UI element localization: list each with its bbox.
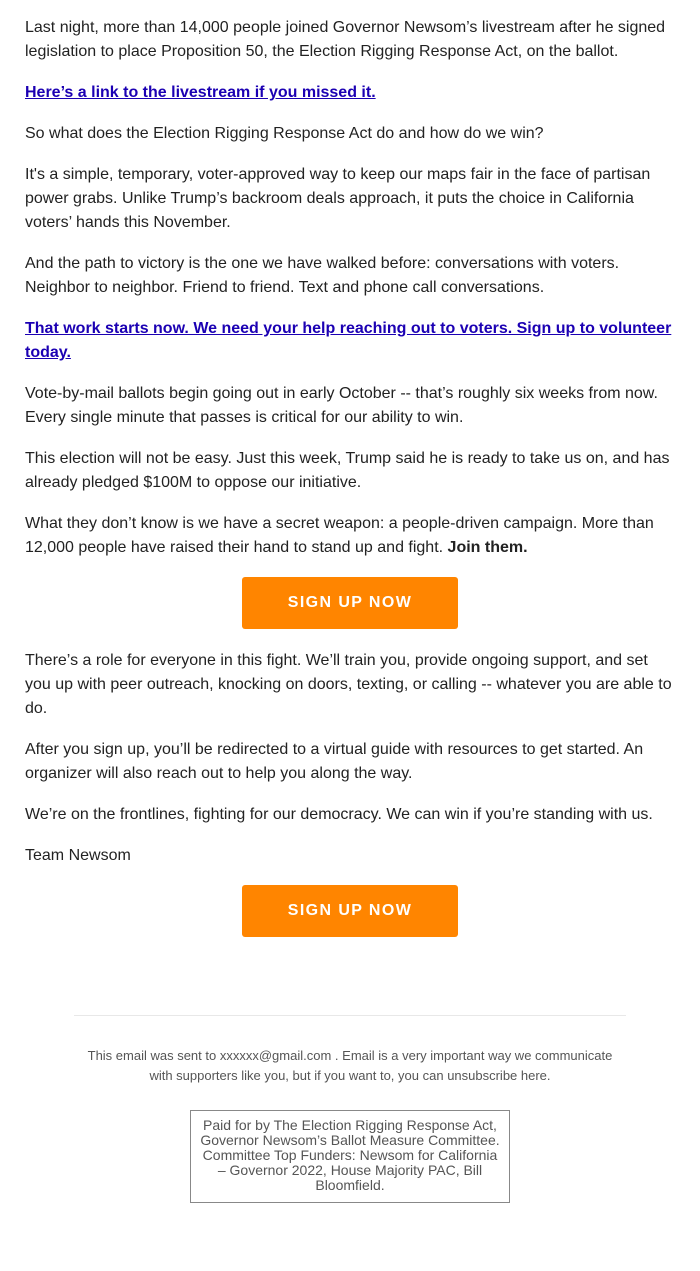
paragraph-livestream: Last night, more than 14,000 people joined Governor Newsom’s livestream after he signed legislation to place Proposition 50, the Election Rigging Response Act, on the ballot. — [25, 19, 666, 60]
paid-for-by-box — [190, 1110, 510, 1203]
volunteer-link[interactable]: That work starts now. We need your help reaching out to voters. Sign up to volunteer today. — [25, 320, 672, 361]
secret-weapon-text: What they don’t know is we have a secret weapon: a people-driven campaign. More than 12,000 people have raised their hand to stand up and fight. — [25, 515, 654, 556]
sign-up-now-button[interactable]: SIGN UP NOW — [242, 577, 458, 629]
paragraph-simple-way: It's a simple, temporary, voter-approved way to keep our maps fair in the face of partisan power grabs. Unlike Trump’s backroom deals approach, it puts the choice in California voters’ hands this November. — [25, 166, 651, 231]
paragraph-vote-by-mail: Vote-by-mail ballots begin going out in early October -- that’s roughly six weeks from now. Every single minute that passes is critical for our ability to win. — [25, 385, 658, 426]
paragraph-after-signup: After you sign up, you’ll be redirected to a virtual guide with resources to get started. An organizer will also reach out to help you along the way. — [25, 741, 644, 782]
footer-end: . — [546, 1068, 551, 1083]
footer-sent-prefix: This email was sent to — [87, 1048, 217, 1063]
paragraph-frontlines: We’re on the frontlines, fighting for our democracy. We can win if you’re standing with us. — [25, 806, 653, 823]
livestream-link[interactable]: Here’s a link to the livestream if you missed it. — [25, 84, 376, 101]
recipient-email: xxxxxx@gmail.com — [219, 1048, 332, 1063]
paragraph-link-livestream — [25, 81, 675, 105]
join-them-text: Join them. — [447, 539, 528, 556]
signup-button-wrap-2 — [25, 885, 675, 937]
paragraph-not-easy: This election will not be easy. Just this week, Trump said he is ready to take us on, and has already pledged $100M to oppose our initiative. — [25, 450, 670, 491]
unsubscribe-link[interactable]: unsubscribe here — [447, 1068, 547, 1083]
footer-notice — [80, 1046, 620, 1086]
footer-sent-suffix: . Email is a very important way we communicate with supporters like you, but if you want to, you can — [149, 1048, 613, 1083]
paid-for-by-text: Paid for by The Election Rigging Response Act, Governor Newsom’s Ballot Measure Committee. Committee Top Funders: Newsom for California – Governor 2022, House Majority PAC, Bill Bloomfield. — [200, 1117, 500, 1193]
signature: Team Newsom — [25, 847, 131, 864]
paragraph-link-volunteer — [25, 317, 675, 365]
signup-button-wrap-1 — [25, 577, 675, 629]
paragraph-secret-weapon — [25, 512, 675, 560]
sign-up-now-button-bottom[interactable]: SIGN UP NOW — [242, 885, 458, 937]
paragraph-path-victory: And the path to victory is the one we have walked before: conversations with voters. Neighbor to neighbor. Friend to friend. Text and phone call conversations. — [25, 255, 620, 296]
paragraph-question: So what does the Election Rigging Response Act do and how do we win? — [25, 125, 544, 142]
paragraph-role: There’s a role for everyone in this fight. We’ll train you, provide ongoing support, and set you up with peer outreach, knocking on doors, texting, or calling -- whatever you are able to do. — [25, 652, 672, 717]
footer-divider — [74, 1015, 626, 1016]
